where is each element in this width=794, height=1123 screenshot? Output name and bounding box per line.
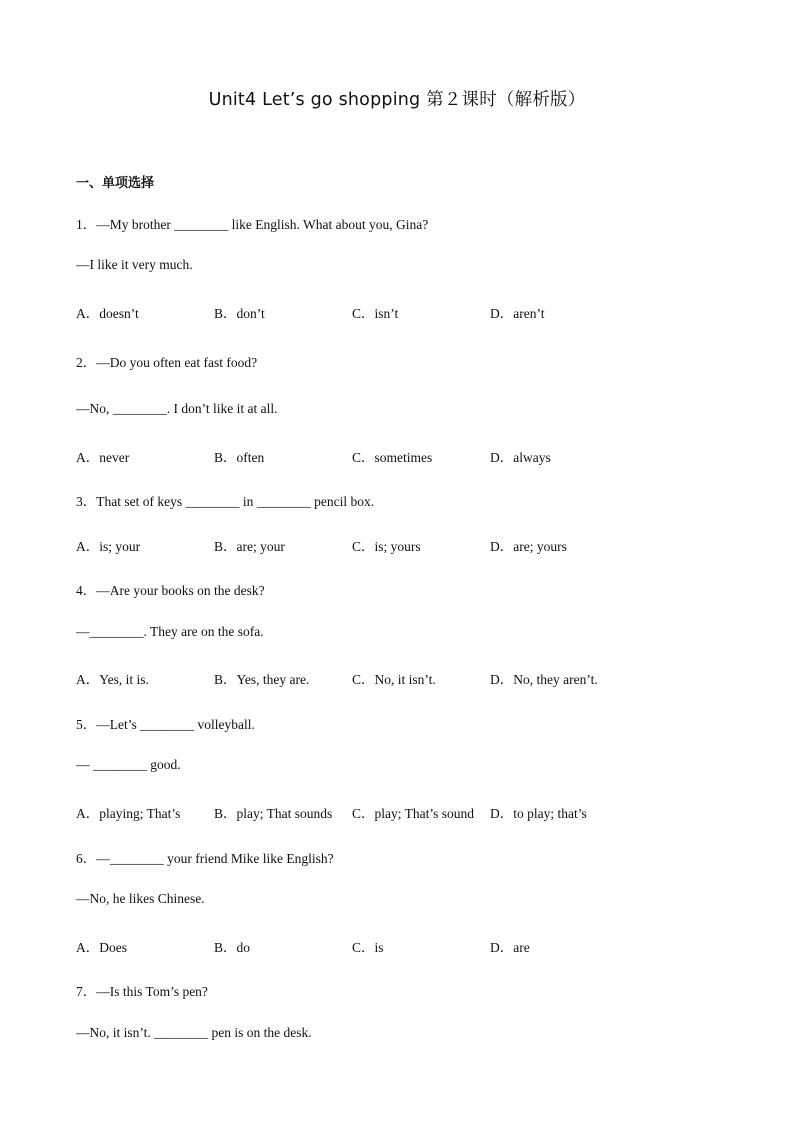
question-5-stem: 5．—Let’s ________ volleyball. <box>76 717 255 732</box>
question-3-stem: 3．That set of keys ________ in ________ pencil box. <box>76 494 375 509</box>
question-6-reply: —No, he likes Chinese. <box>76 891 205 906</box>
question-4-options <box>76 668 716 688</box>
option-c: C．sometimes <box>352 450 433 465</box>
option-b: B．do <box>214 940 251 955</box>
question-1-reply: —I like it very much. <box>76 257 193 272</box>
question-2-stem: 2．—Do you often eat fast food? <box>76 355 258 370</box>
question-4-reply: —________. They are on the sofa. <box>76 624 264 639</box>
option-c: C．play; That’s sound <box>352 806 475 821</box>
option-a: A．playing; That’s <box>76 806 181 821</box>
option-d: D．always <box>490 450 551 465</box>
question-3-options <box>76 535 716 555</box>
page-title: Unit4 Let’s go shopping 第２课时（解析版） <box>208 90 586 110</box>
option-b: B．Yes, they are. <box>214 672 310 687</box>
question-6-options <box>76 936 716 956</box>
option-a: A．doesn’t <box>76 306 139 321</box>
question-4-stem: 4．—Are your books on the desk? <box>76 583 265 598</box>
option-c: C．No, it isn’t. <box>352 672 436 687</box>
option-b: B．are; your <box>214 539 285 554</box>
option-a: A．is; your <box>76 539 141 554</box>
option-b: B．play; That sounds <box>214 806 333 821</box>
option-b: B．don’t <box>214 306 265 321</box>
question-5-reply: — ________ good. <box>76 757 181 772</box>
question-1-options <box>76 302 716 322</box>
option-d: D．are; yours <box>490 539 567 554</box>
option-d: D．No, they aren’t. <box>490 672 598 687</box>
question-2-reply: —No, ________. I don’t like it at all. <box>76 401 278 416</box>
option-d: D．to play; that’s <box>490 806 587 821</box>
section-heading: 一、单项选择 <box>76 176 155 191</box>
option-d: D．are <box>490 940 530 955</box>
option-c: C．isn’t <box>352 306 399 321</box>
option-a: A．Yes, it is. <box>76 672 149 687</box>
question-6-stem: 6．—________ your friend Mike like English? <box>76 851 334 866</box>
question-1-stem: 1．—My brother ________ like English. What about you, Gina? <box>76 217 429 232</box>
question-7-stem: 7．—Is this Tom’s pen? <box>76 984 208 999</box>
option-a: A．never <box>76 450 130 465</box>
option-c: C．is; yours <box>352 539 421 554</box>
option-d: D．aren’t <box>490 306 545 321</box>
option-a: A．Does <box>76 940 127 955</box>
option-b: B．often <box>214 450 265 465</box>
question-5-options <box>76 802 716 822</box>
question-2-options <box>76 446 716 466</box>
option-c: C．is <box>352 940 384 955</box>
question-7-reply: —No, it isn’t. ________ pen is on the desk. <box>76 1025 312 1040</box>
